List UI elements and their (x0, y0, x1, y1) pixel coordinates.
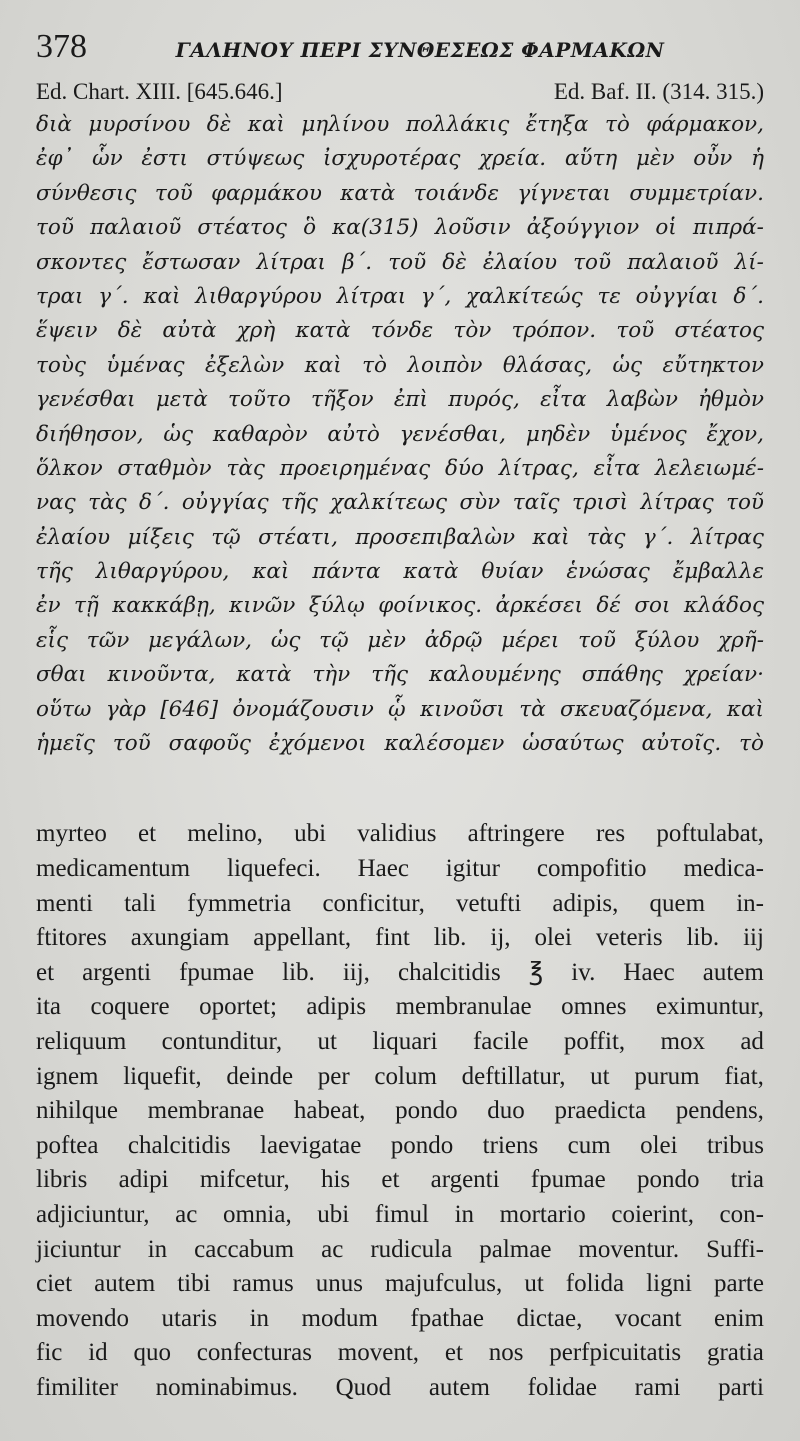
edition-right: Ed. Baf. II. (314. 315.) (553, 79, 764, 104)
greek-text-line: ὅλκον σταθμὸν τὰς προειρημένας δύο λίτρας, εἶτα λελειωμέ- (36, 455, 764, 481)
latin-text-line: adjiciuntur, ac omnia, ubi fimul in mortario coierint, con- (36, 1200, 764, 1228)
greek-text-line: εἷς τῶν μεγάλων, ὡς τῷ μὲν ἀδρῷ μέρει τοῦ ξύλου χρῆ- (36, 627, 764, 653)
greek-text-line: γενέσθαι μετὰ τοῦτο τῆξον ἐπὶ πυρός, εἶτα λαβὼν ἠθμὸν (36, 387, 764, 413)
edition-reference (36, 76, 764, 108)
latin-text-line: et argenti fpumae lib. iij, chalcitidis ℥ iv. Haec autem (36, 958, 764, 986)
latin-text-line: ignem liquefit, deinde per colum deftillatur, ut purum fiat, (36, 1062, 764, 1090)
latin-text-line: fic id quo confecturas movent, et nos perfpicuitatis gratia (36, 1339, 764, 1367)
greek-text-line: σθαι κινοῦντα, κατὰ τὴν τῆς καλουμένης σπάθης χρείαν· (36, 662, 764, 688)
greek-text-line: τοῦ παλαιοῦ στέατος ὃ κα(315) λοῦσιν ἀξούγγιον οἱ πιπρά- (36, 215, 764, 241)
greek-text-line: τραι γ΄. καὶ λιθαργύρου λίτραι γ΄, χαλκίτεώς τε οὐγγίαι δ΄. (36, 283, 764, 309)
greek-text-block (36, 108, 764, 761)
greek-text-line: νας τὰς δ΄. οὐγγίας τῆς χαλκίτεως σὺν ταῖς τρισὶ λίτρας τοῦ (36, 490, 764, 516)
latin-text-line: jiciuntur in caccabum ac rudicula palmae moventur. Suffi- (36, 1235, 764, 1263)
latin-text-line: reliquum contunditur, ut liquari facile poffit, mox ad (36, 1027, 764, 1055)
greek-text-line: ἐλαίου μίξεις τῷ στέατι, προσεπιβαλὼν καὶ τὰς γ΄. λίτρας (36, 524, 764, 550)
latin-text-line: medicamentum liquefeci. Haec igitur compofitio medica- (36, 855, 764, 883)
page-number: 378 (36, 28, 87, 65)
latin-text-line: fimiliter nominabimus. Quod autem folidae rami parti (36, 1373, 764, 1401)
latin-text-line: poftea chalcitidis laevigatae pondo triens cum olei tribus (36, 1131, 764, 1159)
greek-text-line: τοὺς ὑμένας ἐξελὼν καὶ τὸ λοιπὸν θλάσας, ὡς εὔτηκτον (36, 352, 764, 378)
greek-text-line: διὰ μυρσίνου δὲ καὶ μηλίνου πολλάκις ἔτηξα τὸ φάρμακον, (36, 112, 764, 137)
greek-text-line: ἕψειν δὲ αὐτὰ χρὴ κατὰ τόνδε τὸν τρόπον. τοῦ στέατος (36, 318, 764, 344)
latin-text-line: nihilque membranae habeat, pondo duo praedicta pendens, (36, 1097, 764, 1125)
latin-text-line: movendo utaris in modum fpathae dictae, vocant enim (36, 1304, 764, 1332)
latin-text-line: ftitores axungiam appellant, fint lib. ij, olei veteris lib. iij (36, 924, 764, 952)
latin-text-line: menti tali fymmetria conficitur, vetufti adipis, quem in- (36, 889, 764, 917)
greek-text-line: σύνθεσις τοῦ φαρμάκου κατὰ τοιάνδε γίγνεται συμμετρίαν. (36, 180, 764, 206)
greek-text-line: τῆς λιθαργύρου, καὶ πάντα κατὰ θυίαν ἑνώσας ἔμβαλλε (36, 559, 764, 585)
greek-text-line: ἐφ᾽ ὧν ἐστι στύψεως ἰσχυροτέρας χρεία. αὕτη μὲν οὖν ἡ (36, 146, 764, 172)
latin-text-line: ita coquere oportet; adipis membranulae omnes eximuntur, (36, 993, 764, 1021)
latin-text-block (36, 817, 764, 1405)
running-title: ΓΑΛΗΝΟΥ ΠΕΡΙ ΣΥΝΘΕΣΕΩΣ ΦΑΡΜΑΚΩΝ (175, 38, 665, 62)
latin-text-line: ciet autem tibi ramus unus majufculus, ut folida ligni parte (36, 1270, 764, 1298)
greek-text-line: ἐν τῇ κακκάβῃ, κινῶν ξύλῳ φοίνικος. ἀρκέσει δέ σοι κλάδος (36, 593, 764, 619)
latin-text-line: libris adipi mifcetur, his et argenti fpumae pondo tria (36, 1166, 764, 1194)
page-header (36, 28, 764, 76)
edition-left: Ed. Chart. XIII. [645.646.] (36, 79, 283, 104)
greek-text-line: σκοντες ἔστωσαν λίτραι β΄. τοῦ δὲ ἐλαίου τοῦ παλαιοῦ λί- (36, 249, 764, 275)
greek-text-line: ἡμεῖς τοῦ σαφοῦς ἐχόμενοι καλέσομεν ὡσαύτως αὐτοῖς. τὸ (36, 731, 764, 757)
greek-text-line: οὕτω γὰρ [646] ὀνομάζουσιν ᾧ κινοῦσι τὰ σκευαζόμενα, καὶ (36, 696, 764, 722)
latin-text-line: myrteo et melino, ubi validius aftringere res poftulabat, (36, 820, 764, 848)
greek-text-line: διήθησον, ὡς καθαρὸν αὐτὸ γενέσθαι, μηδὲν ὑμένος ἔχον, (36, 421, 764, 447)
